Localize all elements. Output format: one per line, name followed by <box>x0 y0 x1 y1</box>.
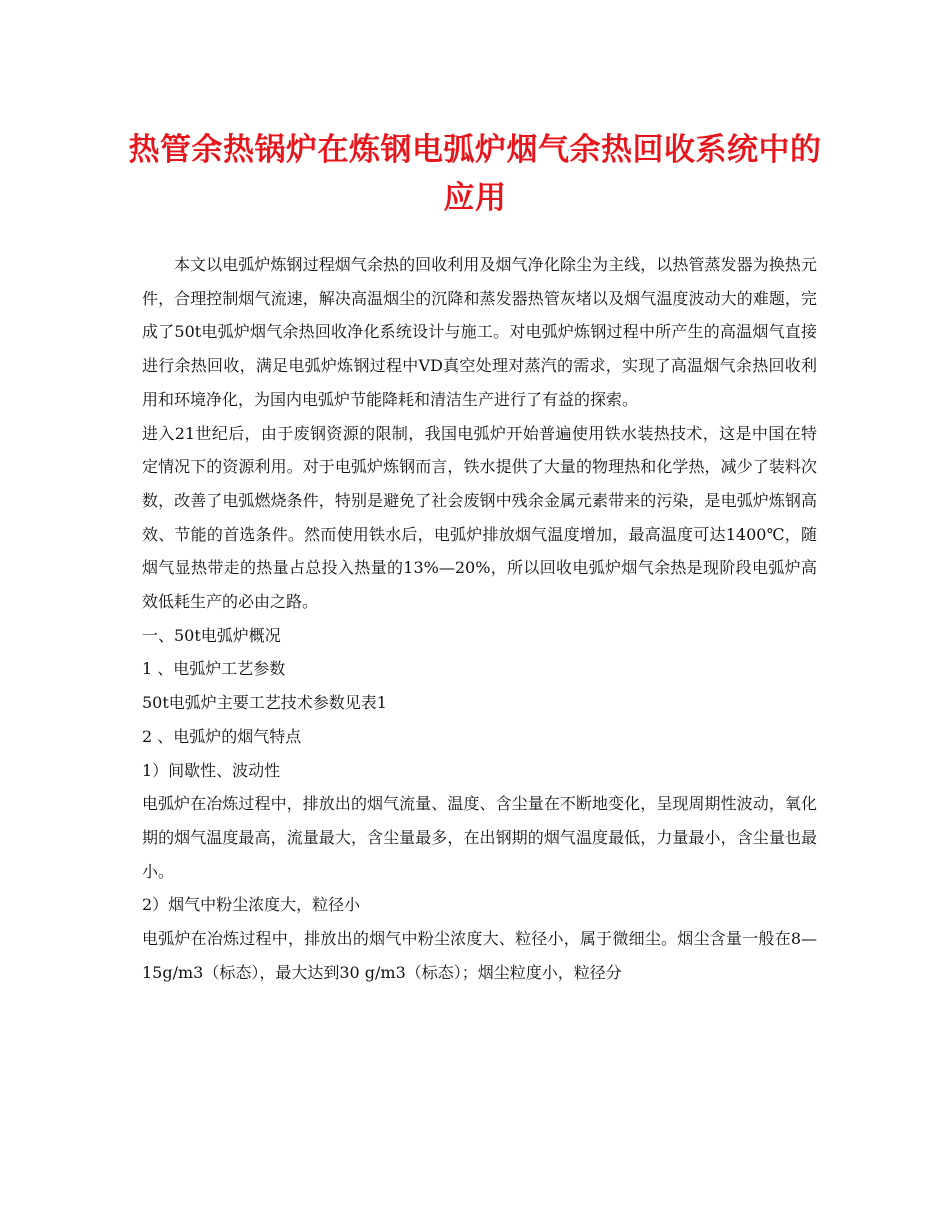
document-body <box>142 248 817 989</box>
paragraph-intro: 进入21世纪后，由于废钢资源的限制，我国电弧炉开始普遍使用铁水装热技术，这是中国在特定情况下的资源利用。对于电弧炉炼钢而言，铁水提供了大量的物理热和化学热，减少了装料次数，改善了电弧燃烧条件，特别是避免了社会废钢中残余金属元素带来的污染，是电弧炉炼钢高效、节能的首选条件。然而使用铁水后，电弧炉排放烟气温度增加，最高温度可达1400℃，随烟气显热带走的热量占总投入热量的13%—20%，所以回收电弧炉烟气余热是现阶段电弧炉高效低耗生产的必由之路。 <box>142 423 817 612</box>
list-heading: 1）间歇性、波动性 <box>142 760 281 780</box>
document-title: 热管余热锅炉在炼钢电弧炉烟气余热回收系统中的应用 <box>128 132 822 216</box>
subsection-heading: 2 、电弧炉的烟气特点 <box>142 726 302 746</box>
paragraph: 电弧炉在冶炼过程中，排放出的烟气中粉尘浓度大、粒径小，属于微细尘。烟尘含量一般在8—15g/m3（标态），最大达到30 g/m3（标态）；烟尘粒度小，粒径分 <box>142 929 817 982</box>
subsection-heading: 1 、电弧炉工艺参数 <box>142 659 286 679</box>
paragraph: 50t电弧炉主要工艺技术参数见表1 <box>142 693 387 713</box>
paragraph: 电弧炉在冶炼过程中，排放出的烟气流量、温度、含尘量在不断地变化，呈现周期性波动，氧化期的烟气温度最高，流量最大，含尘量最多，在出钢期的烟气温度最低，力量最小，含尘量也最小。 <box>142 794 817 881</box>
paragraph-abstract: 本文以电弧炉炼钢过程烟气余热的回收利用及烟气净化除尘为主线，以热管蒸发器为换热元件，合理控制烟气流速，解决高温烟尘的沉降和蒸发器热管灰堵以及烟气温度波动大的难题，完成了50t电弧炉烟气余热回收净化系统设计与施工。对电弧炉炼钢过程中所产生的高温烟气直接进行余热回收，满足电弧炉炼钢过程中VD真空处理对蒸汽的需求，实现了高温烟气余热回收利用和环境净化，为国内电弧炉节能降耗和清洁生产进行了有益的探索。 <box>142 255 817 409</box>
section-heading: 一、50t电弧炉概况 <box>142 625 281 645</box>
list-heading: 2）烟气中粉尘浓度大，粒径小 <box>142 895 361 915</box>
